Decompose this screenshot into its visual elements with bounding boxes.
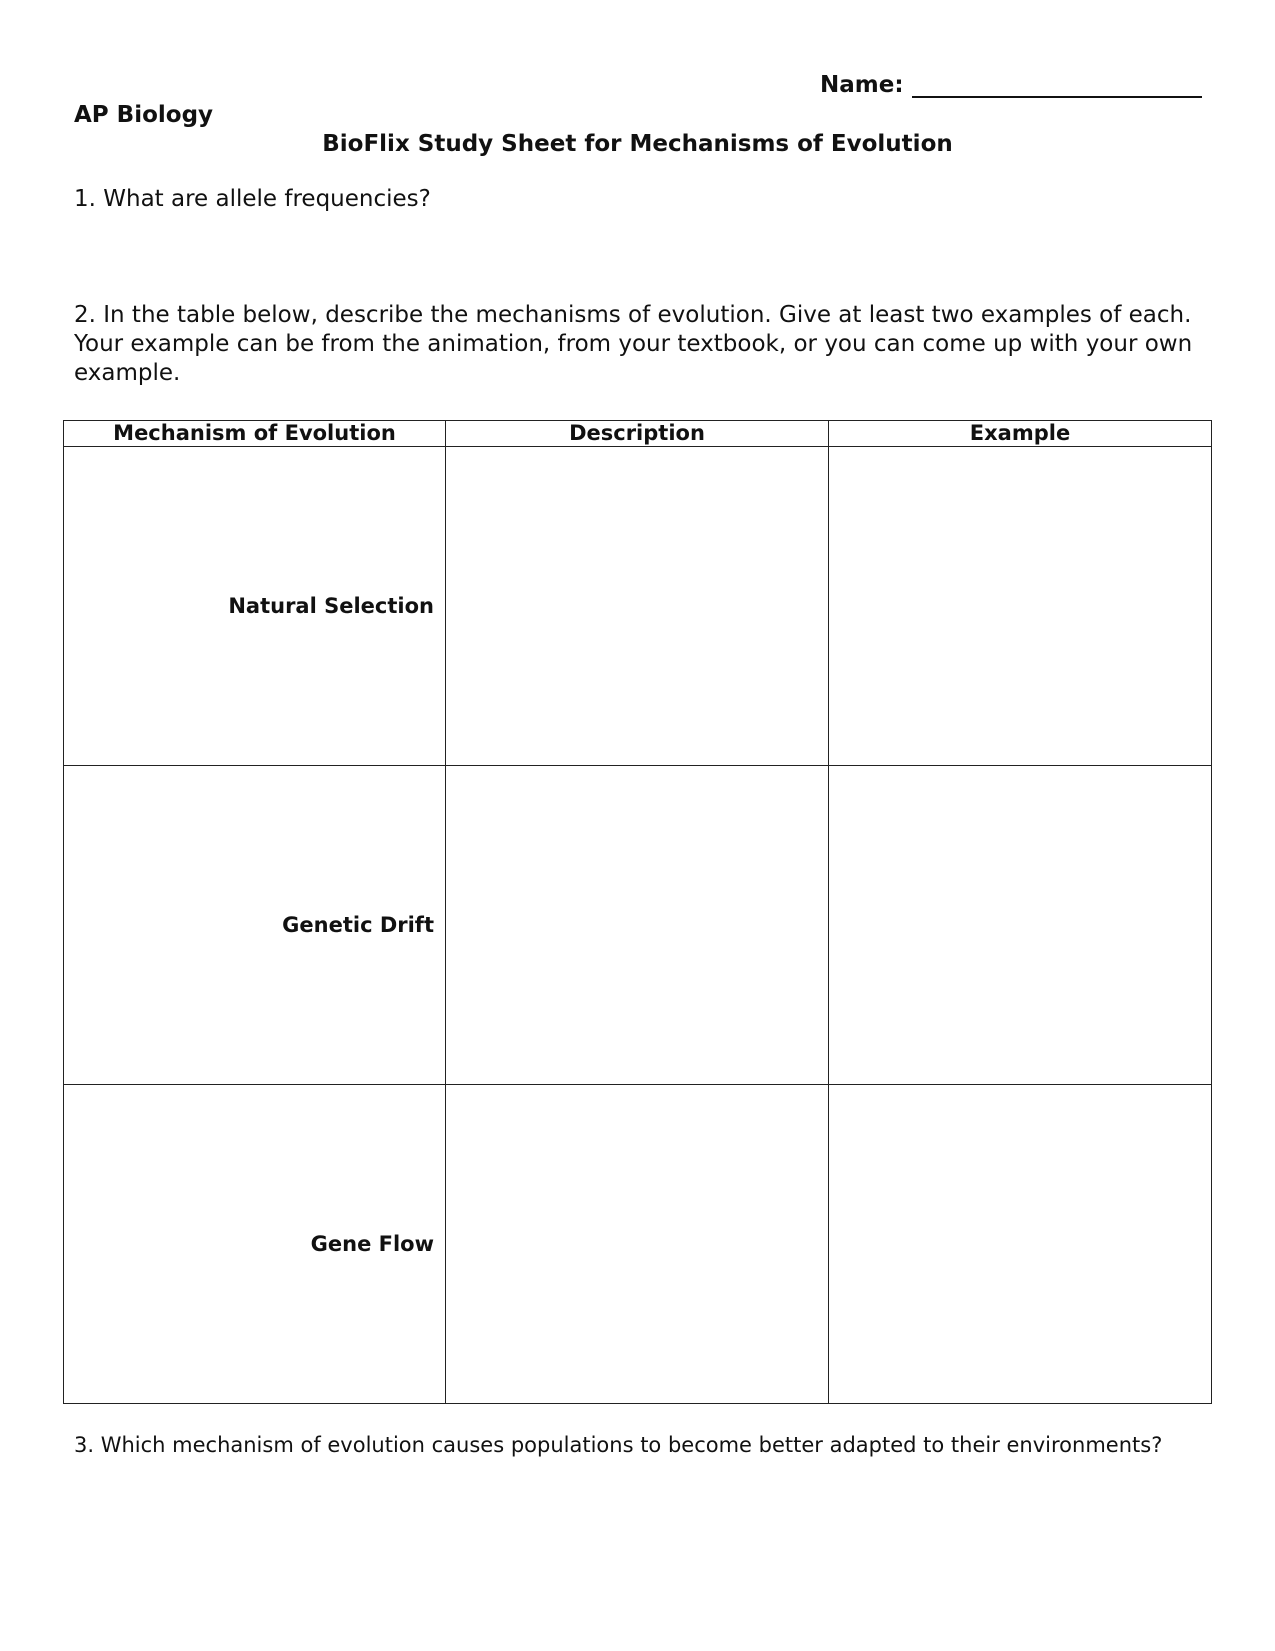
table-header-row bbox=[64, 421, 1212, 447]
header-description: Description bbox=[446, 421, 829, 447]
header-mechanism: Mechanism of Evolution bbox=[64, 421, 446, 447]
example-cell[interactable] bbox=[829, 1085, 1212, 1404]
header-example: Example bbox=[829, 421, 1212, 447]
mechanisms-table bbox=[63, 420, 1212, 1404]
description-cell[interactable] bbox=[446, 766, 829, 1085]
question-2: 2. In the table below, describe the mechanisms of evolution. Give at least two examples of each. Your example can be from the animation, from your textbook, or you can come up with your own example. bbox=[74, 302, 1193, 386]
mechanism-cell: Natural Selection bbox=[64, 447, 446, 766]
name-label: Name: bbox=[820, 72, 904, 98]
table-row bbox=[64, 1085, 1212, 1404]
example-cell[interactable] bbox=[829, 447, 1212, 766]
name-blank-line[interactable] bbox=[912, 72, 1202, 98]
page-title: BioFlix Study Sheet for Mechanisms of Evolution bbox=[322, 131, 953, 157]
mechanism-cell: Genetic Drift bbox=[64, 766, 446, 1085]
question-1: 1. What are allele frequencies? bbox=[74, 186, 431, 212]
example-cell[interactable] bbox=[829, 766, 1212, 1085]
question-3: 3. Which mechanism of evolution causes populations to become better adapted to their environments? bbox=[74, 1433, 1163, 1457]
mechanism-cell: Gene Flow bbox=[64, 1085, 446, 1404]
description-cell[interactable] bbox=[446, 447, 829, 766]
course-label: AP Biology bbox=[74, 102, 214, 128]
table-row bbox=[64, 766, 1212, 1085]
table-row bbox=[64, 447, 1212, 766]
name-field bbox=[820, 72, 1202, 98]
description-cell[interactable] bbox=[446, 1085, 829, 1404]
